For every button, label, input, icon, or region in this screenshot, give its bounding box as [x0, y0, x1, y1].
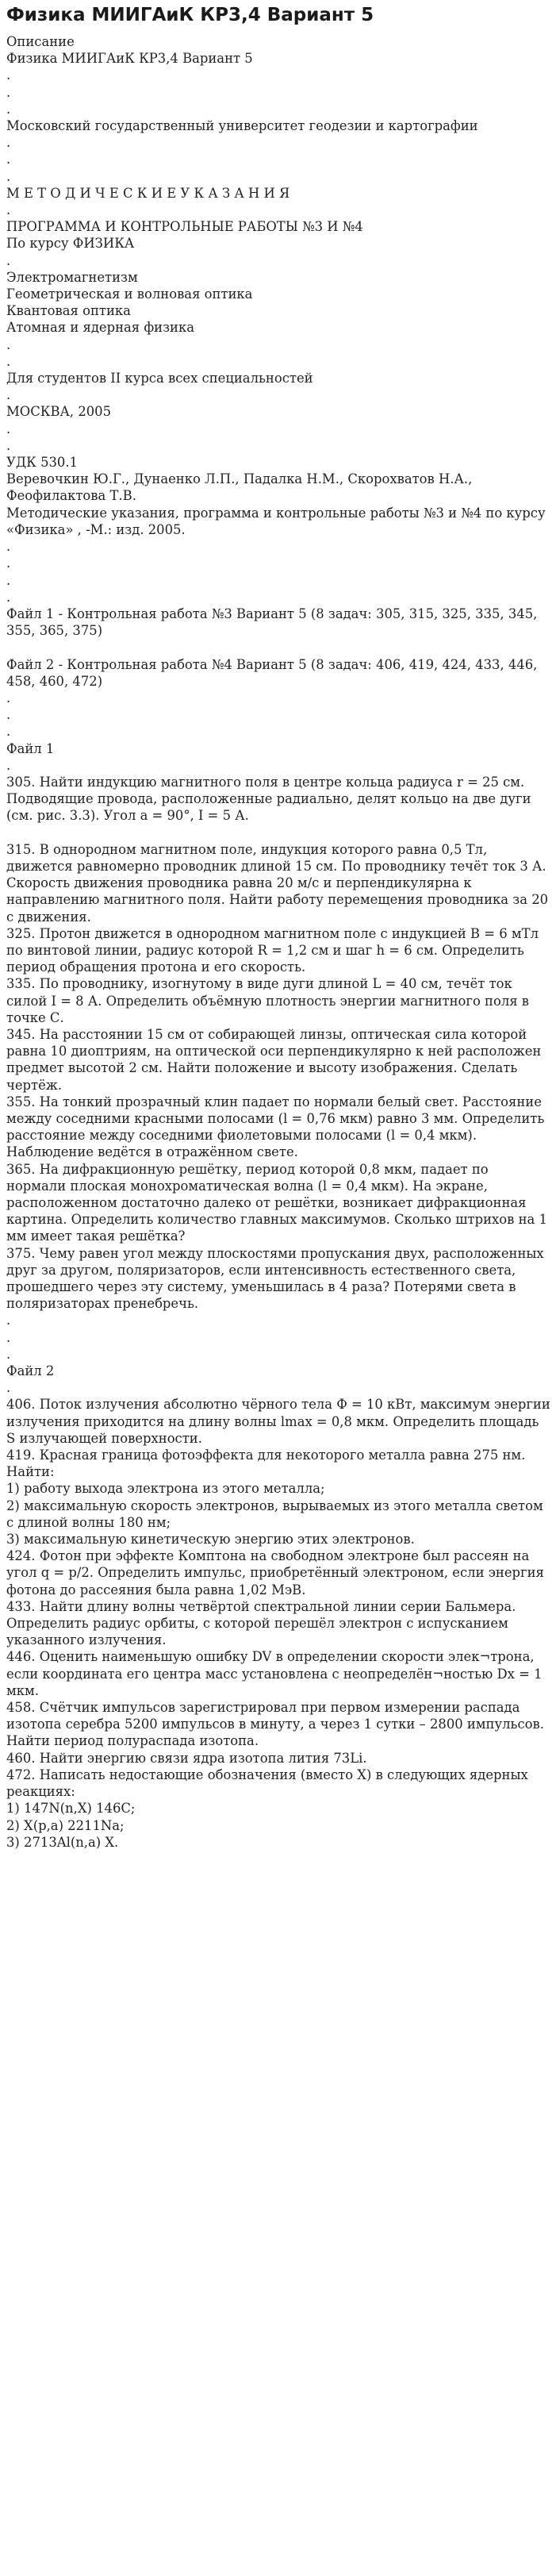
text-line: Физика МИИГАиК КР3,4 Вариант 5 [6, 51, 253, 67]
text-line: . [6, 589, 11, 605]
text-line: . [6, 757, 11, 773]
text-line: . [6, 353, 11, 369]
text-line: . [6, 168, 11, 184]
text-line: . [6, 421, 11, 436]
text-line: 1) работу выхода электрона из этого металла; [6, 1481, 325, 1497]
text-line: 433. Найти длину волны четвёртой спектральной линии серии Бальмера. Определить радиус орбиты, с которой перешёл электрон с испусканием указанного излучения. [6, 1598, 520, 1648]
text-line: Файл 1 [6, 740, 55, 756]
blank-line [6, 825, 550, 841]
text-line: 305. Найти индукцию магнитного поля в центре кольца радиуса r = 25 см. Подводящие провода, расположенные радиально, делят кольцо на две дуги (см. рис. 3.3). Угол a = 90°, I = 5 А. [6, 774, 535, 824]
text-line: Файл 2 - Контрольная работа №4 Вариант 5 (8 задач: 406, 419, 424, 433, 446, 458, 460, 472) [6, 656, 542, 689]
text-line: 325. Протон движется в однородном магнитном поле с индукцией B = 6 мТл по винтовой линии, радиус которой R = 1,2 см и шаг h = 6 см. Определить период обращения протона и его скорость. [6, 925, 543, 975]
text-line: . [6, 572, 11, 588]
text-line: 365. На дифракционную решётку, период которой 0,8 мкм, падает по нормали плоская монохроматическая волна (l = 0,4 мкм). На экране, расположенном достаточно далеко от решётки, возникает дифракционная картина. Определить количество главных максимумов. Сколько штрихов на 1 мм имеет такая решётка? [6, 1161, 552, 1244]
text-line: Описание [6, 34, 75, 49]
page-title: Физика МИИГАиК КР3,4 Вариант 5 [6, 5, 374, 25]
text-line: Методические указания, программа и контрольные работы №3 и №4 по курсу «Физика» , -М.: изд. 2005. [6, 505, 550, 537]
text-line: . [6, 437, 11, 453]
text-line: Для студентов II курса всех специальностей [6, 371, 313, 386]
description-body [6, 33, 554, 1851]
text-line: Веревочкин Ю.Г., Дунаенко Л.П., Падалка Н.М., Скорохватов Н.А., Феофилактова Т.В. [6, 471, 477, 504]
text-line: . [6, 1329, 11, 1345]
text-line: . [6, 1380, 11, 1396]
text-line: М Е Т О Д И Ч Е С К И Е У К А З А Н И Я [6, 185, 290, 201]
text-line: Файл 1 - Контрольная работа №3 Вариант 5 (8 задач: 305, 315, 325, 335, 345, 355, 365, 375) [6, 606, 542, 639]
text-line: Атомная и ядерная физика [6, 320, 194, 336]
text-line: . [6, 202, 11, 218]
text-line: 375. Чему равен угол между плоскостями пропускания двух, расположенных друг за другом, поляризаторов, если интенсивность естественного света, прошедшего через эту систему, уменьшилась в 4 раза? Потерями света в поляризаторах пренебречь. [6, 1245, 548, 1312]
text-line: . [6, 690, 11, 706]
text-line: 355. На тонкий прозрачный клин падает по нормали белый свет. Расстояние между соседними красными полосами (l = 0,76 мкм) равно 3 мм. Определить расстояние между соседними фиолетовыми полосами (l = 0,4 мкм). Наблюдение ведётся в отражённом свете. [6, 1094, 549, 1160]
text-line: Электромагнетизм [6, 269, 138, 285]
text-line: . [6, 556, 11, 571]
text-line: 458. Счётчик импульсов зарегистрировал при первом измерении распада изотопа серебра 5200 импульсов в минуту, а через 1 сутки – 2800 импульсов. Найти период полураспада изотопа. [6, 1700, 549, 1749]
text-line: . [6, 135, 11, 151]
text-line: 472. Написать недостающие обозначения (вместо X) в следующих ядерных реакциях: [6, 1767, 532, 1800]
text-line: 2) X(p,a) 2211Na; [6, 1817, 125, 1833]
text-line: УДК 530.1 [6, 455, 78, 471]
text-line: . [6, 539, 11, 555]
document-page [6, 0, 554, 1851]
text-line: 3) 2713Al(n,a) X. [6, 1834, 119, 1850]
text-line: . [6, 67, 11, 83]
text-line: . [6, 152, 11, 167]
text-line: . [6, 252, 11, 268]
text-line: . [6, 1346, 11, 1362]
text-line: 2) максимальную скорость электронов, вырываемых из этого металла светом с длиной волны 180 нм; [6, 1498, 547, 1530]
text-line: . [6, 724, 11, 740]
text-line: МОСКВА, 2005 [6, 404, 112, 420]
text-line: . [6, 84, 11, 100]
text-line: Файл 2 [6, 1363, 55, 1379]
text-line: . [6, 336, 11, 352]
text-line: 335. По проводнику, изогнутому в виде дуги длиной L = 40 см, течёт ток силой I = 8 А. Определить объёмную плотность энергии магнитного поля в точке С. [6, 976, 534, 1025]
text-line: Московский государственный университет геодезии и картографии [6, 118, 478, 134]
text-line: . [6, 1313, 11, 1328]
text-line: . [6, 387, 11, 403]
text-line: . [6, 101, 11, 117]
text-line: 424. Фотон при эффекте Комптона на свободном электроне был рассеян на угол q = p/2. Определить импульс, приобретённый электроном, если энергия фотона до рассеяния была равна 1,02 МэВ. [6, 1548, 549, 1598]
blank-line [6, 639, 550, 656]
text-line: . [6, 707, 11, 723]
text-line: 1) 147N(n,X) 146C; [6, 1801, 136, 1817]
text-line: 460. Найти энергию связи ядра изотопа лития 73Li. [6, 1750, 367, 1766]
text-line: 345. На расстоянии 15 см от собирающей линзы, оптическая сила которой равна 10 диоптриям, на оптической оси перпендикулярно к ней расположен предмет высотой 2 см. Найти положение и высоту изображения. Сделать чертёж. [6, 1026, 546, 1093]
text-line: Квантовая оптика [6, 303, 131, 319]
text-line: По курсу ФИЗИКА [6, 236, 135, 252]
text-line: 446. Оценить наименьшую ошибку DV в определении скорости элек¬трона, если координата его центра масс установлена с неопределён¬ностью Dx = 1 мкм. [6, 1649, 546, 1698]
text-line: ПРОГРАММА И КОНТРОЛЬНЫЕ РАБОТЫ №3 И №4 [6, 219, 363, 235]
text-line: 406. Поток излучения абсолютно чёрного тела Ф = 10 кВт, максимум энергии излучения приходится на длину волны lmax = 0,8 мкм. Определить площадь S излучающей поверхности. [6, 1397, 554, 1446]
text-line: 3) максимальную кинетическую энергию этих электронов. [6, 1532, 415, 1548]
text-line: 315. В однородном магнитном поле, индукция которого равна 0,5 Тл, движется равномерно проводник длиной 15 см. По проводнику течёт ток 3 А. Скорость движения проводника равна 20 м/с и перпендикулярна к направлению магнитного поля. Найти работу перемещения проводника за 20 с движения. [6, 841, 553, 925]
text-line: 419. Красная граница фотоэффекта для некоторого металла равна 275 нм. Найти: [6, 1448, 530, 1480]
text-line: Геометрическая и волновая оптика [6, 286, 253, 302]
